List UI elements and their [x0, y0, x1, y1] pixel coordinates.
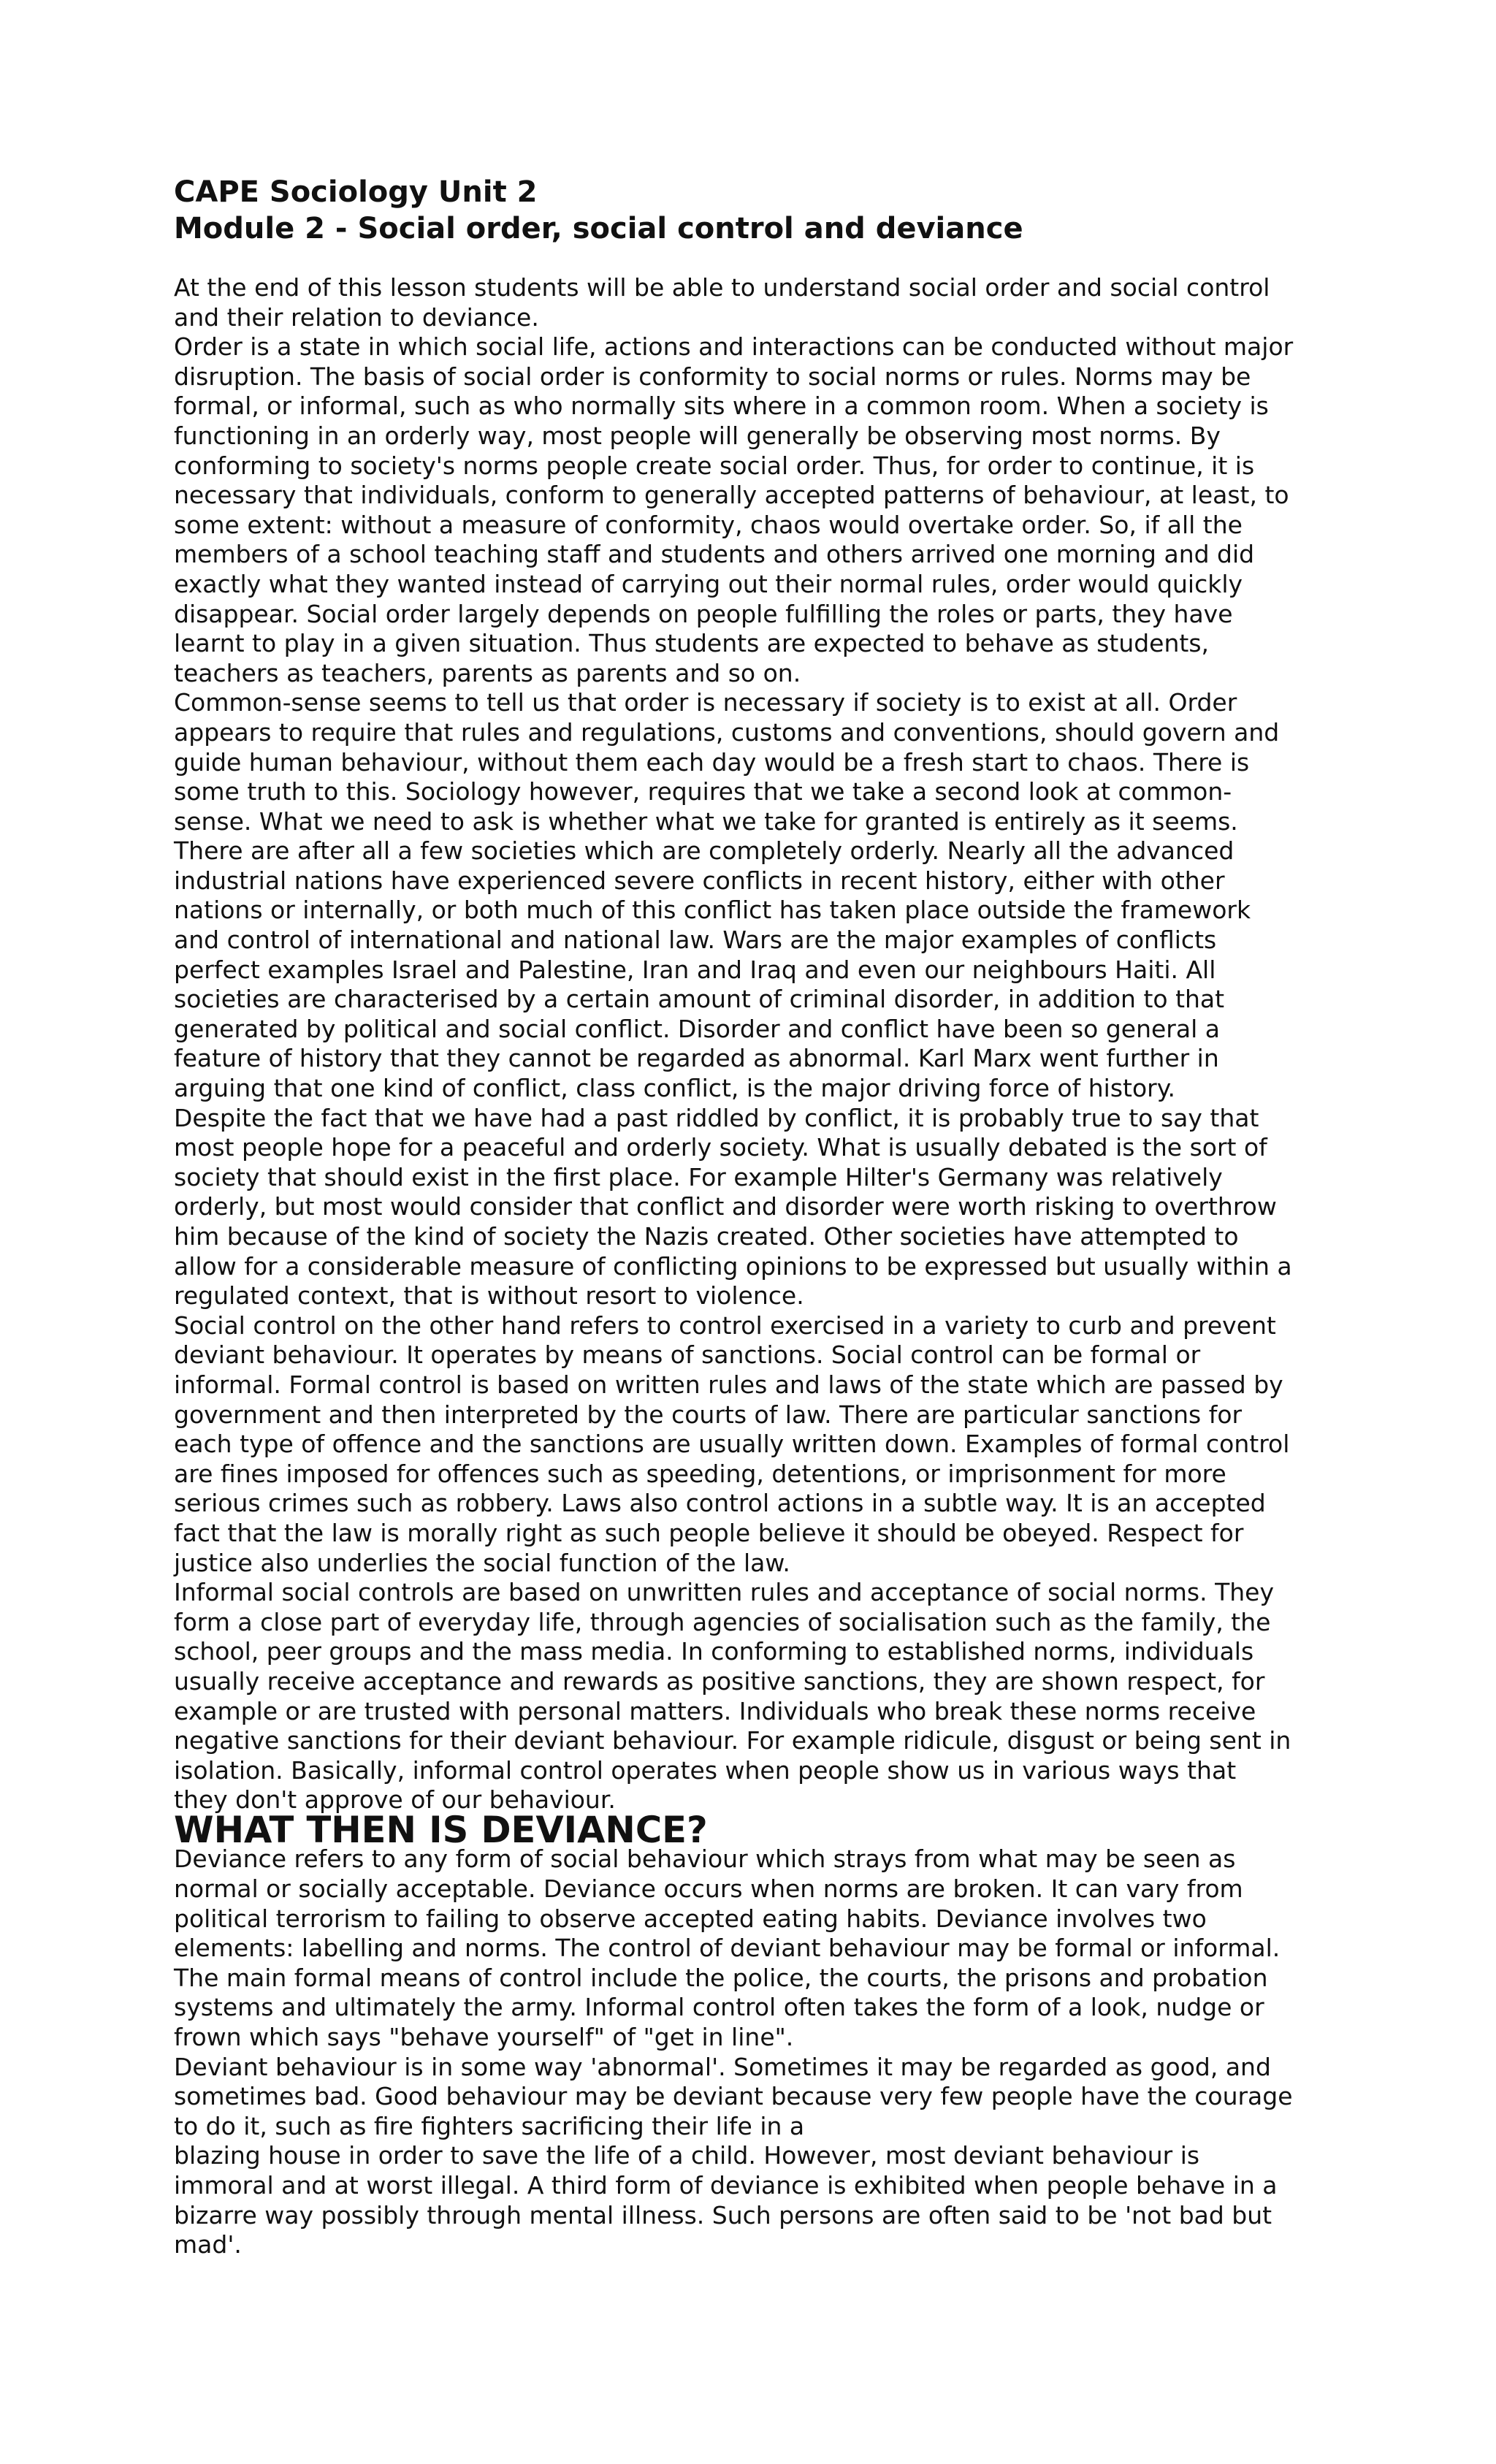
text-line: nations or internally, or both much of this conflict has taken place outside the framework — [174, 896, 1251, 925]
document-body — [174, 273, 1328, 2260]
text-line: systems and ultimately the army. Informal control often takes the form of a look, nudge or — [174, 1993, 1264, 2022]
text-line: immoral and at worst illegal. A third form of deviance is exhibited when people behave in a — [174, 2171, 1278, 2200]
text-line: each type of offence and the sanctions are usually written down. Examples of formal control — [174, 1430, 1290, 1459]
text-line: exactly what they wanted instead of carrying out their normal rules, order would quickly — [174, 569, 1243, 598]
text-line: At the end of this lesson students will be able to understand social order and social control — [174, 273, 1270, 302]
text-line: and control of international and national law. Wars are the major examples of conflicts — [174, 926, 1217, 955]
text-line: negative sanctions for their deviant behaviour. For example ridicule, disgust or being sent in — [174, 1726, 1291, 1755]
text-line: necessary that individuals, conform to generally accepted patterns of behaviour, at least, to — [174, 481, 1289, 510]
text-line: some truth to this. Sociology however, requires that we take a second look at common- — [174, 777, 1232, 806]
text-line: industrial nations have experienced severe conflicts in recent history, either with other — [174, 866, 1225, 895]
text-line: society that should exist in the first place. For example Hilter's Germany was relatively — [174, 1162, 1223, 1191]
text-line: Informal social controls are based on unwritten rules and acceptance of social norms. They — [174, 1578, 1274, 1607]
text-line: him because of the kind of society the Nazis created. Other societies have attempted to — [174, 1222, 1239, 1251]
text-line: usually receive acceptance and rewards as positive sanctions, they are shown respect, for — [174, 1666, 1265, 1696]
paragraph — [174, 1104, 1328, 1311]
text-line: Social control on the other hand refers to control exercised in a variety to curb and prevent — [174, 1311, 1276, 1340]
text-line: guide human behaviour, without them each day would be a fresh start to chaos. There is — [174, 747, 1250, 777]
text-line: generated by political and social conflict. Disorder and conflict have been so general a — [174, 1014, 1220, 1043]
text-line: political terrorism to failing to observe accepted eating habits. Deviance involves two — [174, 1904, 1207, 1933]
text-line: arguing that one kind of conflict, class conflict, is the major driving force of history. — [174, 1074, 1176, 1103]
text-line: example or are trusted with personal matters. Individuals who break these norms receive — [174, 1696, 1256, 1725]
text-line: learnt to play in a given situation. Thus students are expected to behave as students, — [174, 629, 1210, 658]
text-line: normal or socially acceptable. Deviance occurs when norms are broken. It can vary from — [174, 1874, 1243, 1904]
text-line: There are after all a few societies which are completely orderly. Nearly all the advanced — [174, 836, 1234, 866]
text-line: appears to require that rules and regulations, customs and conventions, should govern and — [174, 717, 1280, 747]
text-line: form a close part of everyday life, through agencies of socialisation such as the family, the — [174, 1607, 1271, 1636]
paragraph — [174, 688, 1328, 1103]
text-line: perfect examples Israel and Palestine, Iran and Iraq and even our neighbours Haiti. All — [174, 955, 1216, 984]
text-line: Deviant behaviour is in some way 'abnormal'. Sometimes it may be regarded as good, and — [174, 2052, 1271, 2081]
text-line: societies are characterised by a certain amount of criminal disorder, in addition to that — [174, 985, 1225, 1014]
text-line: fact that the law is morally right as such people believe it should be obeyed. Respect for — [174, 1518, 1244, 1547]
text-line: government and then interpreted by the courts of law. There are particular sanctions for — [174, 1400, 1243, 1429]
paragraph — [174, 273, 1328, 332]
text-line: sense. What we need to ask is whether what we take for granted is entirely as it seems. — [174, 806, 1238, 836]
section-heading — [174, 1808, 1328, 1851]
text-line: to do it, such as fire fighters sacrificing their life in a — [174, 2111, 805, 2140]
text-line: allow for a considerable measure of conflicting opinions to be expressed but usually within a — [174, 1251, 1292, 1281]
paragraph — [174, 2053, 1328, 2260]
paragraph — [174, 332, 1328, 688]
text-line: regulated context, that is without resort to violence. — [174, 1281, 804, 1311]
text-line: functioning in an orderly way, most people will generally be observing most norms. By — [174, 421, 1221, 450]
text-line: Common-sense seems to tell us that order is necessary if society is to exist at all. Order — [174, 688, 1237, 717]
text-line: elements: labelling and norms. The control of deviant behaviour may be formal or informal. — [174, 1934, 1281, 1963]
text-line: feature of history that they cannot be regarded as abnormal. Karl Marx went further in — [174, 1044, 1219, 1073]
text-line: members of a school teaching staff and students and others arrived one morning and did — [174, 540, 1255, 569]
text-line: they don't approve of our behaviour. — [174, 1785, 616, 1815]
text-line: Deviance refers to any form of social behaviour which strays from what may be seen as — [174, 1845, 1236, 1874]
text-line: most people hope for a peaceful and orderly society. What is usually debated is the sort of — [174, 1133, 1267, 1162]
document-title — [174, 174, 1328, 247]
text-line: and their relation to deviance. — [174, 302, 539, 332]
text-line: deviant behaviour. It operates by means of sanctions. Social control can be formal or — [174, 1340, 1201, 1370]
text-line: school, peer groups and the mass media. In conforming to established norms, individuals — [174, 1637, 1254, 1666]
text-line: disappear. Social order largely depends on people fulfilling the roles or parts, they have — [174, 599, 1233, 628]
text-line: informal. Formal control is based on written rules and laws of the state which are passed by — [174, 1370, 1283, 1399]
text-line: bizarre way possibly through mental illness. Such persons are often said to be 'not bad but — [174, 2200, 1272, 2230]
paragraph — [174, 1845, 1328, 2052]
text-line: Despite the fact that we have had a past riddled by conflict, it is probably true to say that — [174, 1103, 1259, 1132]
text-line: disruption. The basis of social order is conformity to social norms or rules. Norms may be — [174, 362, 1251, 391]
text-line: are fines imposed for offences such as speeding, detentions, or imprisonment for more — [174, 1459, 1226, 1488]
paragraph — [174, 1578, 1328, 1815]
text-line: conforming to society's norms people create social order. Thus, for order to continue, it is — [174, 451, 1255, 480]
text-line: isolation. Basically, informal control operates when people show us in various ways that — [174, 1755, 1237, 1785]
text-line: formal, or informal, such as who normally sits where in a common room. When a society is — [174, 392, 1269, 421]
text-line: serious crimes such as robbery. Laws also control actions in a subtle way. It is an accepted — [174, 1489, 1266, 1518]
text-line: mad'. — [174, 2230, 242, 2259]
text-line: orderly, but most would consider that conflict and disorder were worth risking to overthrow — [174, 1192, 1277, 1221]
text-line: blazing house in order to save the life of a child. However, most deviant behaviour is — [174, 2141, 1200, 2170]
text-line: Order is a state in which social life, actions and interactions can be conducted without major — [174, 332, 1294, 362]
document-page — [174, 174, 1328, 2260]
subtitle-line: Module 2 - Social order, social control and deviance — [174, 212, 1023, 245]
title-line: CAPE Sociology Unit 2 — [174, 175, 538, 209]
text-line: some extent: without a measure of conformity, chaos would overtake order. So, if all the — [174, 510, 1243, 539]
text-line: WHAT THEN IS DEVIANCE? — [174, 1808, 708, 1851]
text-line: teachers as teachers, parents as parents and so on. — [174, 658, 801, 687]
text-line: The main formal means of control include the police, the courts, the prisons and probation — [174, 1963, 1268, 1992]
paragraph — [174, 1311, 1328, 1578]
text-line: sometimes bad. Good behaviour may be deviant because very few people have the courage — [174, 2082, 1293, 2111]
text-line: frown which says "behave yourself" of "get in line". — [174, 2023, 794, 2052]
text-line: justice also underlies the social function of the law. — [174, 1548, 790, 1577]
